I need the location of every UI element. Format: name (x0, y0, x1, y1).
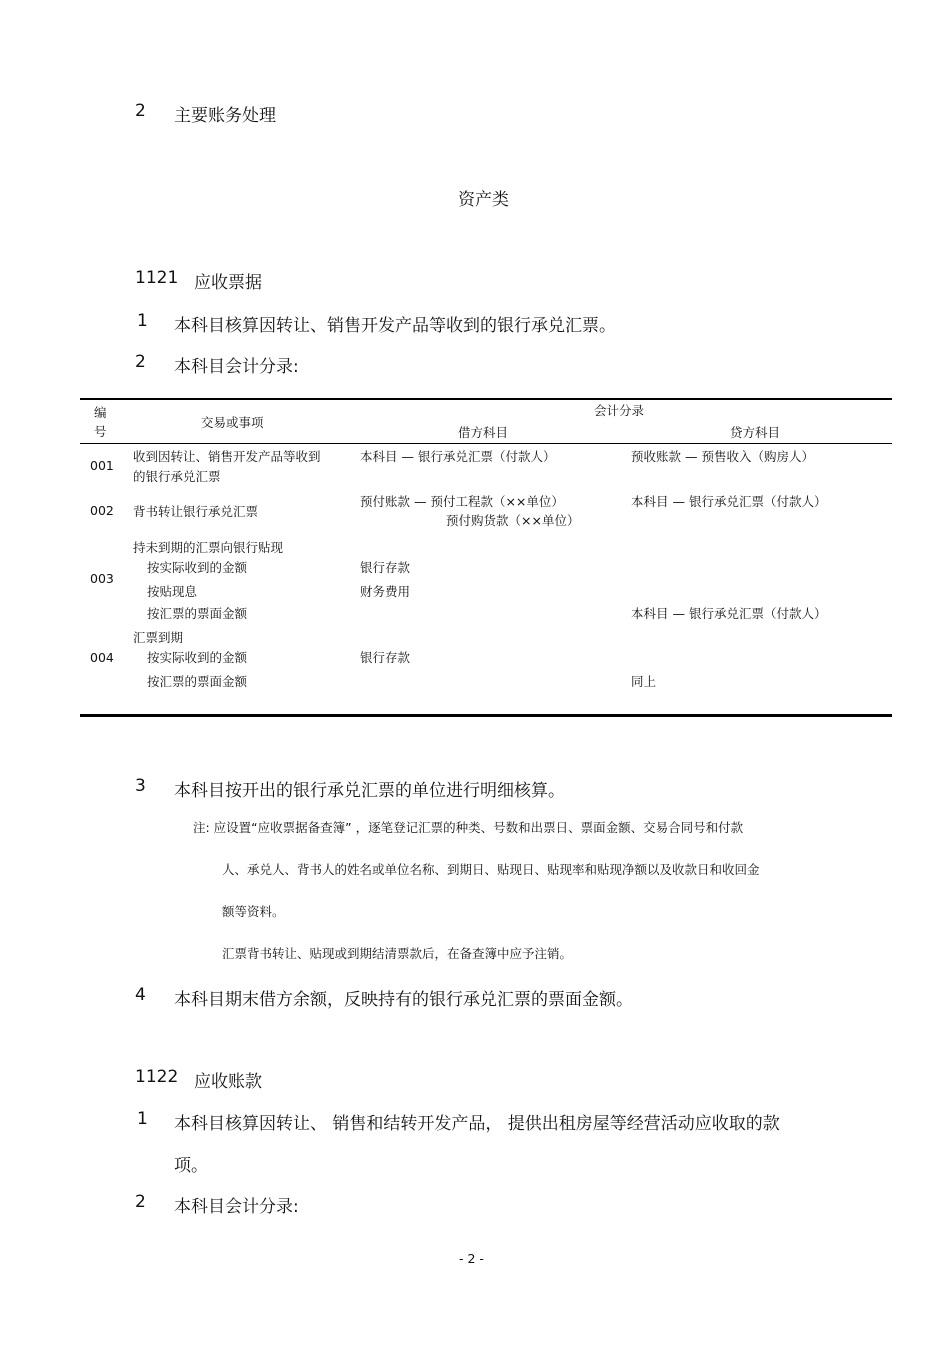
row-number: 002 (90, 503, 114, 518)
row-credit: 预收账款 — 预售收入（购房人） (631, 449, 814, 464)
row-sub-event: 按汇票的票面金额 (147, 606, 248, 621)
section-number: 2 (135, 101, 146, 121)
account-code: 1122 (135, 1067, 179, 1087)
section-title: 主要账务处理 (174, 106, 276, 126)
row-number: 003 (90, 571, 114, 586)
item-text: 本科目期末借方余额，反映持有的银行承兑汇票的票面金额。 (174, 990, 633, 1010)
item-number: 4 (135, 985, 146, 1005)
header-no: 编 (94, 405, 107, 420)
row-event: 的银行承兑汇票 (133, 469, 221, 484)
item-text: 本科目会计分录: (174, 1197, 299, 1217)
row-sub-event: 按实际收到的金额 (147, 560, 248, 575)
item-number: 2 (135, 1192, 146, 1212)
row-credit: 本科目 — 银行承兑汇票（付款人） (631, 606, 827, 621)
item-text: 本科目核算因转让、销售开发产品等收到的银行承兑汇票。 (174, 316, 616, 336)
item-text: 本科目核算因转让、 销售和结转开发产品， 提供出租房屋等经营活动应收取的款 (174, 1114, 780, 1134)
row-debit: 预付购货款（××单位） (446, 513, 580, 528)
item-text: 项。 (174, 1156, 208, 1176)
item-text: 本科目会计分录: (174, 357, 299, 377)
account-name: 应收票据 (194, 273, 262, 293)
row-event: 收到因转让、销售开发产品等收到 (133, 449, 321, 464)
note-line: 额等资料。 (222, 904, 285, 919)
note-line: 注: 应设置“应收票据备查簿” ，逐笔登记汇票的种类、号数和出票日、票面金额、交易合同号和付款 (193, 820, 744, 835)
row-debit: 银行存款 (360, 560, 411, 575)
header-entry: 会计分录 (594, 403, 645, 418)
row-credit: 同上 (631, 674, 657, 689)
row-event-title: 汇票到期 (133, 630, 184, 645)
header-no: 号 (94, 424, 107, 439)
account-code: 1121 (135, 268, 179, 288)
row-event: 背书转让银行承兑汇票 (133, 504, 259, 519)
row-number: 001 (90, 458, 114, 473)
account-name: 应收账款 (194, 1072, 262, 1092)
row-debit: 预付账款 — 预付工程款（××单位） (360, 494, 564, 509)
item-number: 3 (135, 776, 146, 796)
item-number: 1 (137, 1109, 148, 1129)
row-sub-event: 按汇票的票面金额 (147, 674, 248, 689)
row-event-title: 持未到期的汇票向银行贴现 (133, 540, 284, 555)
item-number: 2 (135, 352, 146, 372)
header-event: 交易或事项 (201, 415, 264, 430)
row-sub-event: 按贴现息 (147, 584, 198, 599)
page-number: - 2 - (459, 1251, 484, 1266)
table-bottom-rule (80, 714, 892, 717)
row-credit: 本科目 — 银行承兑汇票（付款人） (631, 494, 827, 509)
table-header-rule (80, 443, 892, 444)
note-line: 人、承兑人、背书人的姓名或单位名称、到期日、贴现日、贴现率和贴现净额以及收款日和收回金 (222, 862, 760, 877)
note-line: 汇票背书转让、贴现或到期结清票款后，在备查簿中应予注销。 (222, 946, 573, 961)
category-title: 资产类 (458, 190, 509, 210)
item-number: 1 (137, 311, 148, 331)
row-sub-event: 按实际收到的金额 (147, 650, 248, 665)
row-debit: 本科目 — 银行承兑汇票（付款人） (360, 449, 556, 464)
item-text: 本科目按开出的银行承兑汇票的单位进行明细核算。 (174, 781, 565, 801)
header-credit: 贷方科目 (730, 425, 781, 440)
row-number: 004 (90, 650, 114, 665)
header-debit: 借方科目 (458, 425, 509, 440)
table-top-rule (80, 398, 892, 400)
row-debit: 财务费用 (360, 584, 411, 599)
row-debit: 银行存款 (360, 650, 411, 665)
